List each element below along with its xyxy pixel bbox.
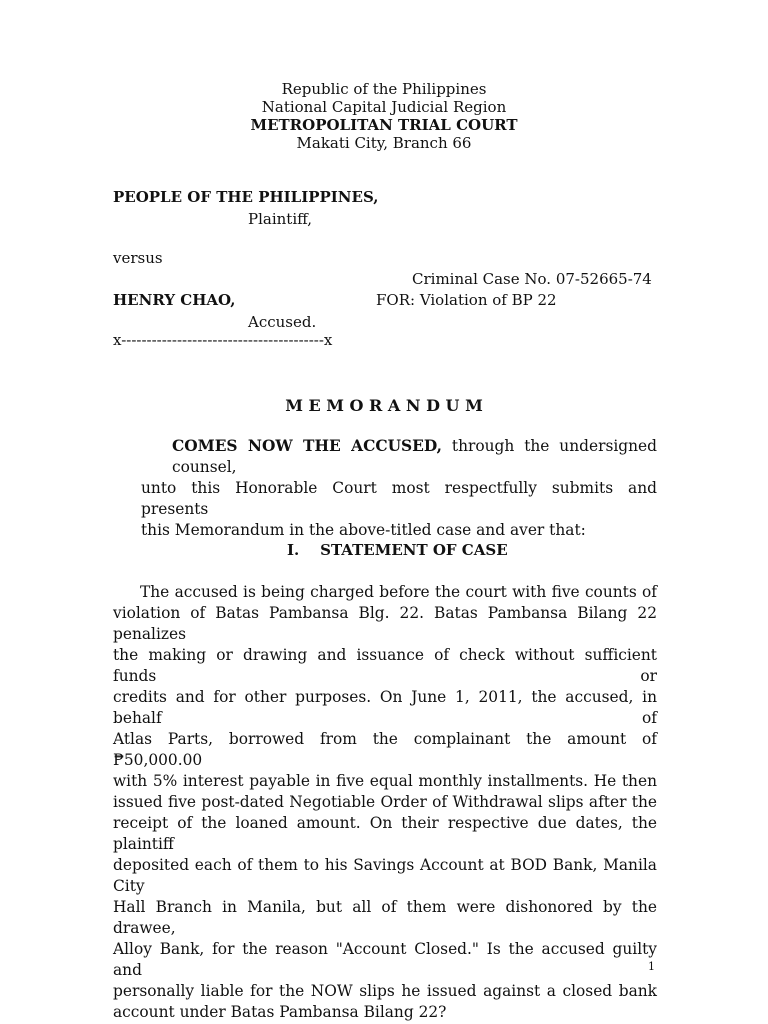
- statement-line: personally liable for the NOW slips he issued against a closed bank: [113, 982, 657, 1000]
- statement-line: Atlas Parts, borrowed from the complainant the amount of ₱50,000.00: [113, 730, 657, 769]
- intro-paragraph: [141, 436, 657, 541]
- statement-line: violation of Batas Pambansa Blg. 22. Batas Pambansa Bilang 22 penalizes: [113, 604, 657, 643]
- caption-separator: x----------------------------------------x: [113, 331, 333, 349]
- intro-line-3: this Memorandum in the above-titled case and aver that:: [141, 521, 586, 539]
- statement-line: account under Batas Pambansa Bilang 22?: [113, 1003, 447, 1021]
- plaintiff-name: PEOPLE OF THE PHILIPPINES,: [113, 188, 379, 206]
- intro-line-1-rest: through the undersigned counsel,: [172, 437, 657, 476]
- intro-line-2: unto this Honorable Court most respectfully submits and presents: [141, 479, 657, 518]
- document-title: M E M O R A N D U M: [285, 396, 483, 415]
- intro-lead: COMES NOW THE ACCUSED,: [172, 437, 442, 455]
- plaintiff-role: Plaintiff,: [248, 210, 313, 228]
- section-heading: I. STATEMENT OF CASE: [287, 541, 508, 559]
- case-offense: FOR: Violation of BP 22: [376, 291, 557, 309]
- statement-line: with 5% interest payable in five equal monthly installments. He then: [113, 772, 657, 790]
- statement-line: The accused is being charged before the court with five counts of: [140, 583, 657, 601]
- intro-line-1: [141, 436, 657, 478]
- header-region: National Capital Judicial Region: [261, 98, 507, 116]
- header-court: METROPOLITAN TRIAL COURT: [250, 116, 518, 134]
- statement-line: Hall Branch in Manila, but all of them were dishonored by the drawee,: [113, 898, 657, 937]
- statement-line: issued five post-dated Negotiable Order of Withdrawal slips after the: [113, 793, 657, 811]
- statement-line: Alloy Bank, for the reason "Account Closed." Is the accused guilty and: [113, 940, 657, 979]
- statement-line: deposited each of them to his Savings Account at BOD Bank, Manila City: [113, 856, 657, 895]
- accused-name: HENRY CHAO,: [113, 291, 236, 309]
- case-number: Criminal Case No. 07-52665-74: [412, 270, 652, 288]
- header-city-branch: Makati City, Branch 66: [296, 134, 472, 152]
- versus-label: versus: [113, 249, 163, 267]
- statement-paragraph: [113, 582, 657, 1023]
- statement-line: the making or drawing and issuance of check without sufficient funds or: [113, 646, 657, 685]
- page-number: 1: [648, 960, 655, 973]
- header-republic: Republic of the Philippines: [281, 80, 487, 98]
- statement-line: credits and for other purposes. On June 1, 2011, the accused, in behalf of: [113, 688, 657, 727]
- accused-role: Accused.: [248, 313, 317, 331]
- statement-line: receipt of the loaned amount. On their respective due dates, the plaintiff: [113, 814, 657, 853]
